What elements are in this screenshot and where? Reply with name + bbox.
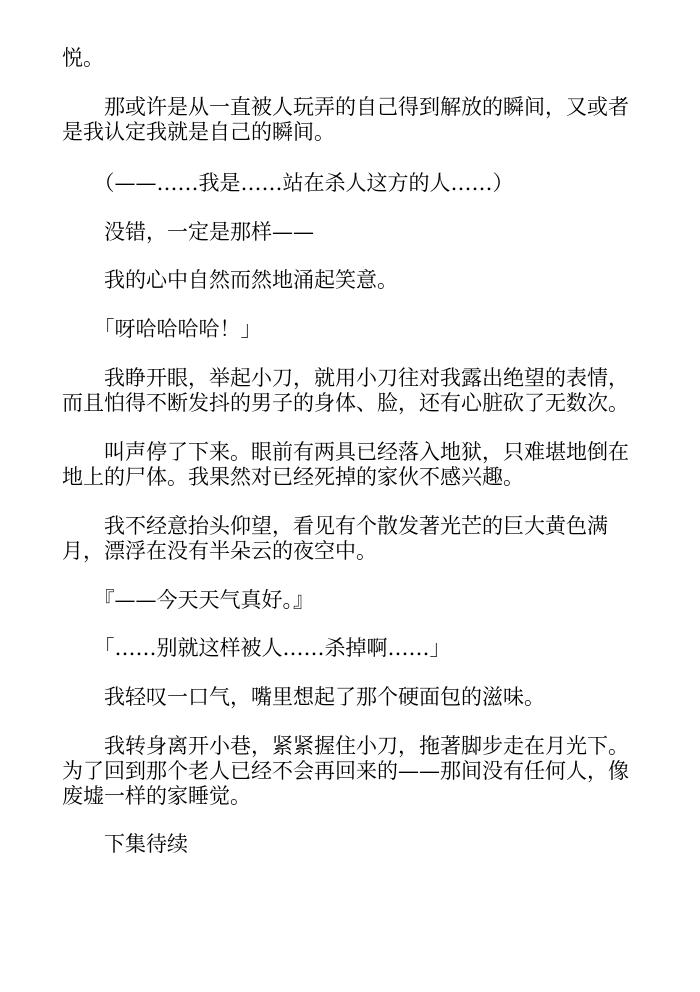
- paragraph-10: [62, 588, 652, 613]
- paragraph-2: [62, 95, 652, 145]
- text-line: 下集待续: [62, 832, 188, 856]
- paragraph-5: [62, 268, 652, 293]
- paragraph-12: [62, 685, 652, 710]
- text-line: 是我认定我就是自己的瞬间。: [62, 120, 335, 144]
- paragraph-7: [62, 366, 652, 416]
- paragraph-8: [62, 440, 652, 490]
- text-line: 叫声停了下来。眼前有两具已经落入地狱，只难堪地倒在: [62, 440, 629, 464]
- text-line: 我睁开眼，举起小刀，就用小刀往对我露出绝望的表情，: [62, 366, 629, 390]
- paragraph-4: [62, 220, 652, 245]
- text-line: 地上的尸体。我果然对已经死掉的家伙不感兴趣。: [62, 465, 524, 489]
- text-line: 我转身离开小巷，紧紧握住小刀，拖著脚步走在月光下。: [62, 734, 629, 758]
- paragraph-9: [62, 514, 652, 564]
- text-line: 那或许是从一直被人玩弄的自己得到解放的瞬间，又或者: [62, 95, 629, 119]
- paragraph-3: [62, 171, 652, 196]
- paragraph-11: [62, 636, 652, 661]
- paragraph-13: [62, 734, 652, 809]
- text-line: 而且怕得不断发抖的男子的身体、脸，还有心脏砍了无数次。: [62, 391, 629, 415]
- text-line: 「……别就这样被人……杀掉啊……」: [62, 636, 451, 660]
- text-line: 悦。: [62, 46, 104, 70]
- text-line: 废墟一样的家睡觉。: [62, 784, 251, 808]
- text-line: 『——今天天气真好。』: [62, 588, 314, 612]
- text-line: 没错，一定是那样——: [62, 220, 314, 244]
- paragraph-1: [62, 46, 652, 71]
- text-line: 我不经意抬头仰望，看见有个散发著光芒的巨大黄色满: [62, 514, 608, 538]
- text-line: 「呀哈哈哈哈！」: [62, 317, 262, 341]
- text-line: （——……我是……站在杀人这方的人……）: [62, 171, 514, 195]
- paragraph-14: [62, 832, 652, 857]
- text-line: 为了回到那个老人已经不会再回来的——那间没有任何人，像: [62, 759, 629, 783]
- text-line: 我轻叹一口气，嘴里想起了那个硬面包的滋味。: [62, 685, 545, 709]
- text-line: 我的心中自然而然地涌起笑意。: [62, 268, 398, 292]
- paragraph-6: [62, 317, 652, 342]
- text-line: 月，漂浮在没有半朵云的夜空中。: [62, 539, 377, 563]
